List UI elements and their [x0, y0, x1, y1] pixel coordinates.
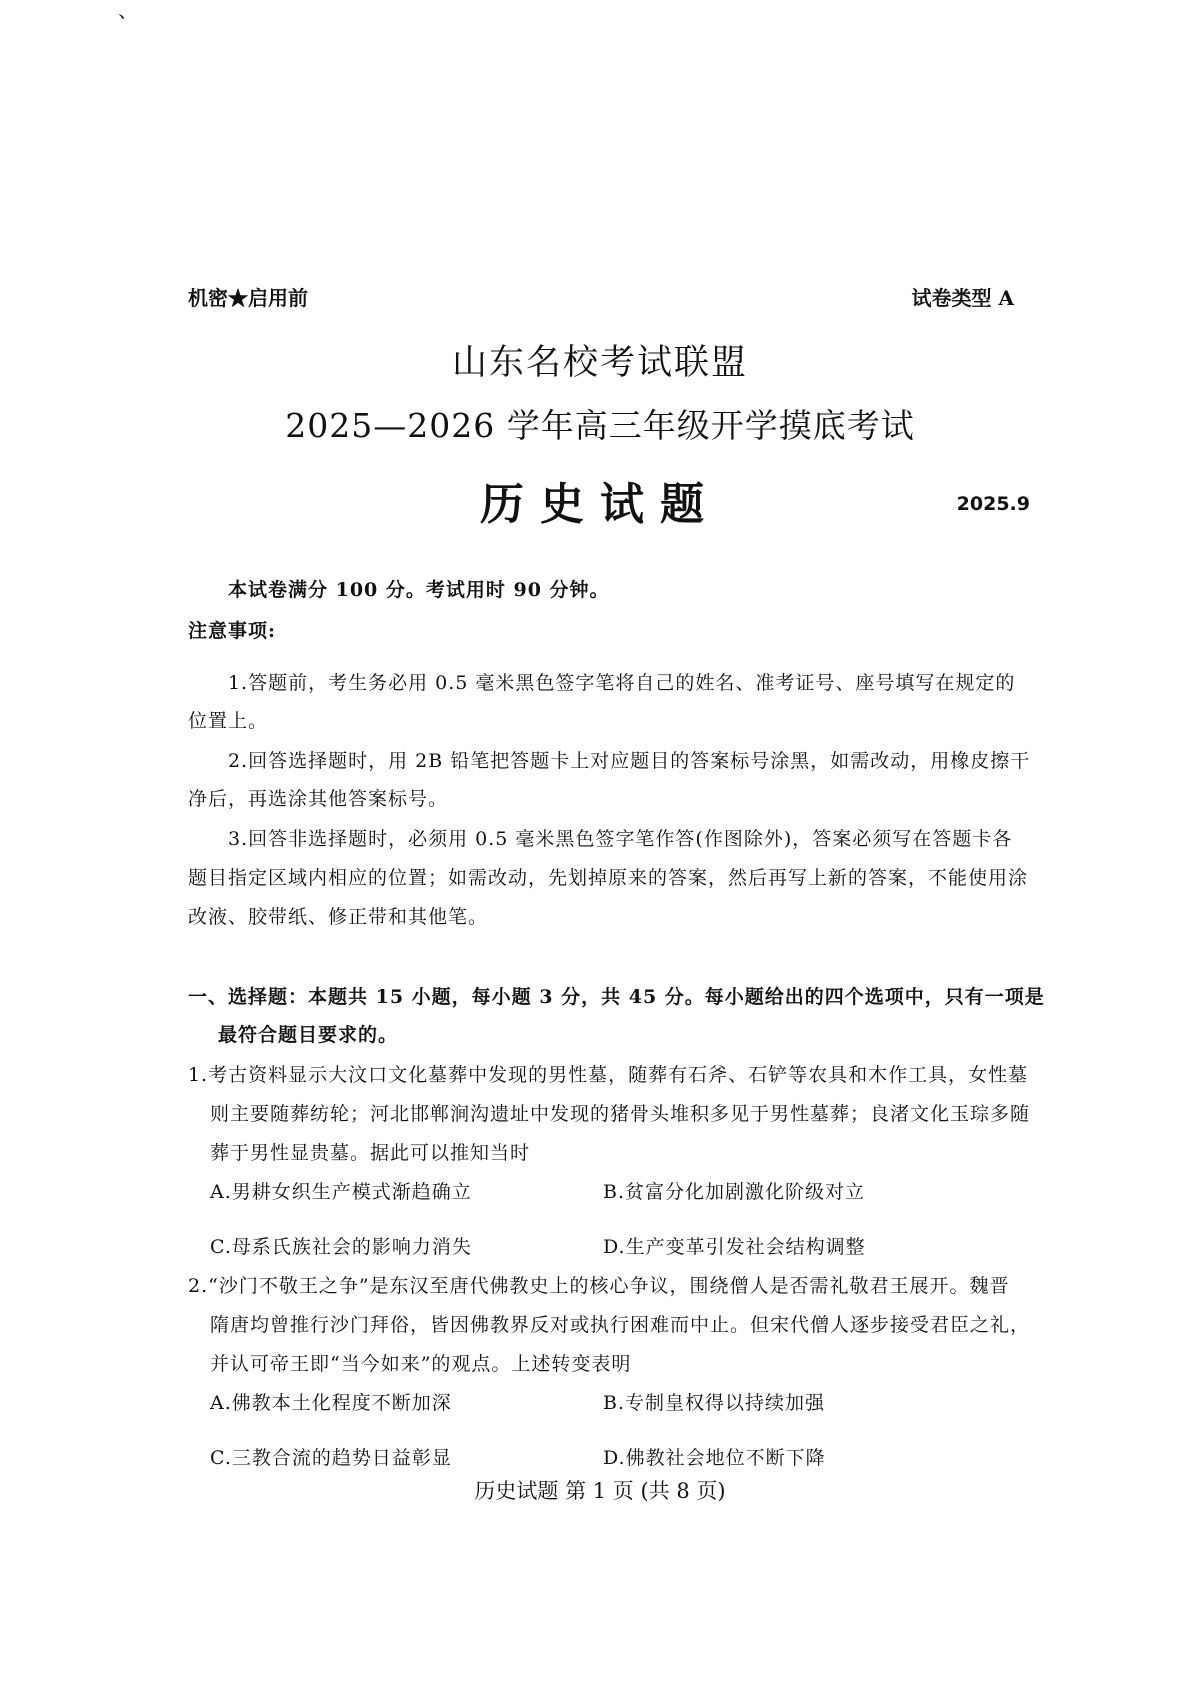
section-1-heading-cont: 最符合题目要求的。: [218, 1024, 399, 1046]
q2-option-d: D.佛教社会地位不断下降: [603, 1447, 826, 1469]
q2-option-c: C.三教合流的趋势日益彰显: [210, 1447, 452, 1469]
exam-title: 2025—2026 学年高三年级开学摸底考试: [285, 406, 915, 445]
q1-option-d: D.生产变革引发社会结构调整: [603, 1236, 866, 1258]
q1-option-a: A.男耕女织生产模式渐趋确立: [210, 1181, 472, 1203]
paper-type-label: 试卷类型 A: [911, 286, 1014, 310]
notice-1-line-2: 位置上。: [188, 710, 269, 732]
notice-title: 注意事项:: [188, 620, 277, 642]
q2-stem-line-2: 隋唐均曾推行沙门拜俗，皆因佛教界反对或执行困难而中止。但宋代僧人逐步接受君臣之礼，: [210, 1314, 1031, 1336]
notice-2-line-2: 净后，再选涂其他答案标号。: [188, 788, 449, 810]
q2-stem-line-3: 并认可帝王即“当今如来”的观点。上述转变表明: [210, 1353, 632, 1375]
q1-stem-line-1: 1.考古资料显示大汶口文化墓葬中发现的男性墓，随葬有石斧、石铲等农具和木作工具，女性墓: [188, 1064, 1029, 1086]
q1-stem-line-2: 则主要随葬纺轮；河北邯郸涧沟遗址中发现的猪骨头堆积多见于男性墓葬；良渚文化玉琮多随: [210, 1103, 1031, 1125]
q1-option-c: C.母系氏族社会的影响力消失: [210, 1236, 472, 1258]
q1-stem-line-3: 葬于男性显贵墓。据此可以推知当时: [210, 1142, 531, 1164]
q2-option-b: B.专制皇权得以持续加强: [603, 1392, 826, 1414]
q2-option-a: A.佛教本土化程度不断加深: [210, 1392, 452, 1414]
notice-2-line-1: 2.回答选择题时，用 2B 铅笔把答题卡上对应题目的答案标号涂黑，如需改动，用橡皮擦干: [228, 750, 1031, 772]
notice-3-line-3: 改液、胶带纸、修正带和其他笔。: [188, 906, 489, 928]
page-footer: 历史试题 第 1 页 (共 8 页): [474, 1479, 726, 1503]
notice-3-line-1: 3.回答非选择题时，必须用 0.5 毫米黑色签字笔作答(作图除外)，答案必须写在答题卡各: [228, 828, 1013, 850]
section-1-heading: 一、选择题：本题共 15 小题，每小题 3 分，共 45 分。每小题给出的四个选项中，只有一项是: [188, 986, 1045, 1008]
subject-title: 历史试题: [480, 479, 720, 530]
q1-option-b: B.贫富分化加剧激化阶级对立: [603, 1181, 866, 1203]
notice-3-line-2: 题目指定区域内相应的位置；如需改动，先划掉原来的答案，然后再写上新的答案，不能使用涂: [188, 867, 1029, 889]
q2-stem-line-1: 2.“沙门不敬王之争”是东汉至唐代佛教史上的核心争议，围绕僧人是否需礼敬君王展开。魏晋: [188, 1275, 1010, 1297]
alliance-title: 山东名校考试联盟: [451, 343, 748, 383]
exam-date: 2025.9: [956, 493, 1030, 515]
score-time-note: 本试卷满分 100 分。考试用时 90 分钟。: [228, 579, 610, 601]
confidential-label: 机密★启用前: [188, 286, 308, 310]
corner-mark: 、: [118, 0, 138, 22]
notice-1-line-1: 1.答题前，考生务必用 0.5 毫米黑色签字笔将自己的姓名、准考证号、座号填写在规定的: [228, 672, 1016, 694]
